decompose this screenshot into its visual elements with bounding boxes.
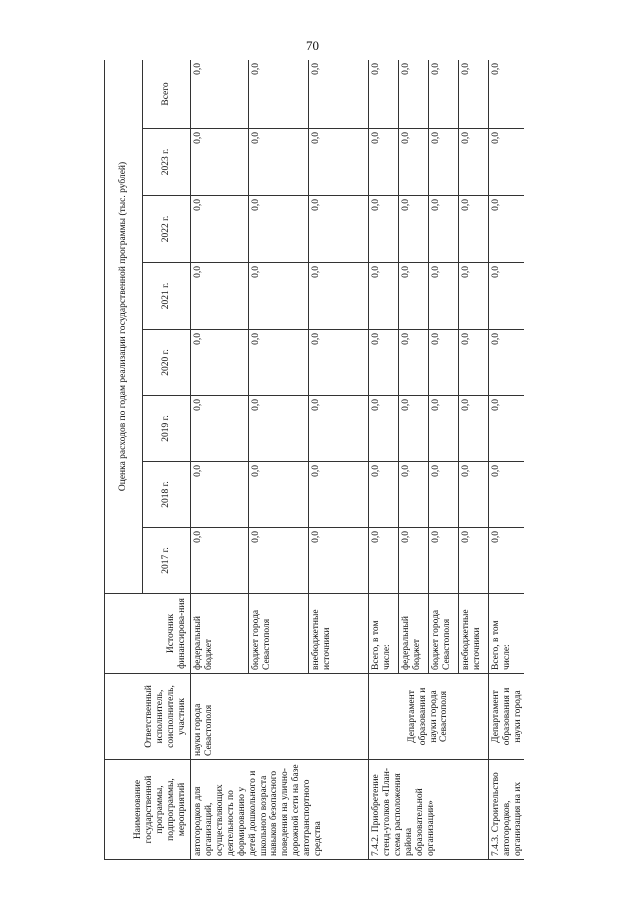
value-cell: 0,0 (249, 196, 309, 263)
header-executor: Ответственный исполнитель, соисполнитель, участник (105, 674, 191, 760)
value-cell: 0,0 (249, 60, 309, 129)
value-cell: 0,0 (309, 396, 369, 462)
value-cell: 0,0 (489, 462, 525, 528)
value-cell: 0,0 (369, 462, 399, 528)
value-cell: 0,0 (369, 196, 399, 263)
financing-table (104, 60, 524, 860)
value-cell: 0,0 (191, 263, 249, 330)
value-cell: 0,0 (399, 196, 429, 263)
value-cell: 0,0 (399, 129, 429, 196)
value-cell: 0,0 (399, 60, 429, 129)
table-row (489, 60, 525, 860)
value-cell: 0,0 (429, 462, 459, 528)
value-cell: 0,0 (459, 60, 489, 129)
value-cell: 0,0 (249, 462, 309, 528)
value-cell: 0,0 (191, 129, 249, 196)
executor-cell: науки города Севастополя (191, 674, 369, 760)
value-cell: 0,0 (191, 330, 249, 396)
value-cell: 0,0 (369, 330, 399, 396)
value-cell: 0,0 (309, 60, 369, 129)
value-cell: 0,0 (429, 396, 459, 462)
value-cell: 0,0 (309, 129, 369, 196)
value-cell: 0,0 (489, 396, 525, 462)
value-cell: 0,0 (399, 396, 429, 462)
source-cell: бюджет города Севастополя (249, 594, 309, 674)
value-cell: 0,0 (459, 396, 489, 462)
value-cell: 0,0 (191, 528, 249, 594)
value-cell: 0,0 (369, 60, 399, 129)
value-cell: 0,0 (191, 60, 249, 129)
measure-name: автогородков для организаций, осуществляющих деятельность по формированию у детей дошкольного и школьного возраста навыков безопасного поведения на улично-дорожной сети на базе автотранспортного средства (191, 760, 369, 860)
value-cell: 0,0 (459, 528, 489, 594)
value-cell: 0,0 (399, 462, 429, 528)
value-cell: 0,0 (429, 196, 459, 263)
value-cell: 0,0 (459, 263, 489, 330)
measure-name: 7.4.2. Приобретение стенд-уголков «План-схема расположения района образовательной организации» (369, 760, 489, 860)
value-cell: 0,0 (369, 528, 399, 594)
value-cell: 0,0 (489, 528, 525, 594)
value-cell: 0,0 (459, 330, 489, 396)
value-cell: 0,0 (489, 263, 525, 330)
table-row (369, 60, 399, 860)
source-cell: бюджет города Севастополя (429, 594, 459, 674)
value-cell: 0,0 (399, 528, 429, 594)
source-cell: Всего, в том числе: (369, 594, 399, 674)
source-cell: федеральный бюджет (399, 594, 429, 674)
header-year: 2022 г. (143, 196, 191, 263)
value-cell: 0,0 (249, 528, 309, 594)
value-cell: 0,0 (191, 462, 249, 528)
source-cell: внебюджетные источники (459, 594, 489, 674)
value-cell: 0,0 (309, 196, 369, 263)
measure-name: 7.4.3. Строительство автогородков, организация на их (489, 760, 525, 860)
value-cell: 0,0 (309, 528, 369, 594)
header-source: Источник финансирова-ния (105, 594, 191, 674)
value-cell: 0,0 (429, 330, 459, 396)
value-cell: 0,0 (429, 60, 459, 129)
value-cell: 0,0 (249, 263, 309, 330)
source-cell: федеральный бюджет (191, 594, 249, 674)
value-cell: 0,0 (489, 129, 525, 196)
value-cell: 0,0 (369, 129, 399, 196)
value-cell: 0,0 (459, 129, 489, 196)
value-cell: 0,0 (489, 196, 525, 263)
source-cell: Всего, в том числе: (489, 594, 525, 674)
table-viewport (104, 60, 524, 860)
value-cell: 0,0 (191, 196, 249, 263)
header-year: 2019 г. (143, 396, 191, 462)
source-cell: внебюджетные источники (309, 594, 369, 674)
page-number: 70 (306, 38, 319, 53)
value-cell: 0,0 (459, 462, 489, 528)
value-cell: 0,0 (249, 330, 309, 396)
value-cell: 0,0 (191, 396, 249, 462)
value-cell: 0,0 (249, 396, 309, 462)
value-cell: 0,0 (309, 263, 369, 330)
header-year: 2018 г. (143, 462, 191, 528)
value-cell: 0,0 (459, 196, 489, 263)
value-cell: 0,0 (489, 60, 525, 129)
header-year: 2023 г. (143, 129, 191, 196)
value-cell: 0,0 (309, 330, 369, 396)
header-year: 2020 г. (143, 330, 191, 396)
header-year: 2021 г. (143, 263, 191, 330)
value-cell: 0,0 (369, 396, 399, 462)
executor-cell: Департамент образования и науки города Севастополя (369, 674, 489, 760)
value-cell: 0,0 (249, 129, 309, 196)
header-total: Всего (143, 60, 191, 129)
header-cost-group: Оценка расходов по годам реализации государственной программы (тыс. рублей) (105, 60, 143, 594)
value-cell: 0,0 (429, 528, 459, 594)
header-year: 2017 г. (143, 528, 191, 594)
executor-cell: Департамент образования и науки города (489, 674, 525, 760)
table-row (191, 60, 249, 860)
value-cell: 0,0 (399, 330, 429, 396)
rotated-table-container (104, 60, 524, 860)
header-name: Наименование государственной программы, подпрограммы, мероприятий (105, 760, 191, 860)
value-cell: 0,0 (369, 263, 399, 330)
value-cell: 0,0 (309, 462, 369, 528)
value-cell: 0,0 (399, 263, 429, 330)
value-cell: 0,0 (489, 330, 525, 396)
value-cell: 0,0 (429, 263, 459, 330)
value-cell: 0,0 (429, 129, 459, 196)
